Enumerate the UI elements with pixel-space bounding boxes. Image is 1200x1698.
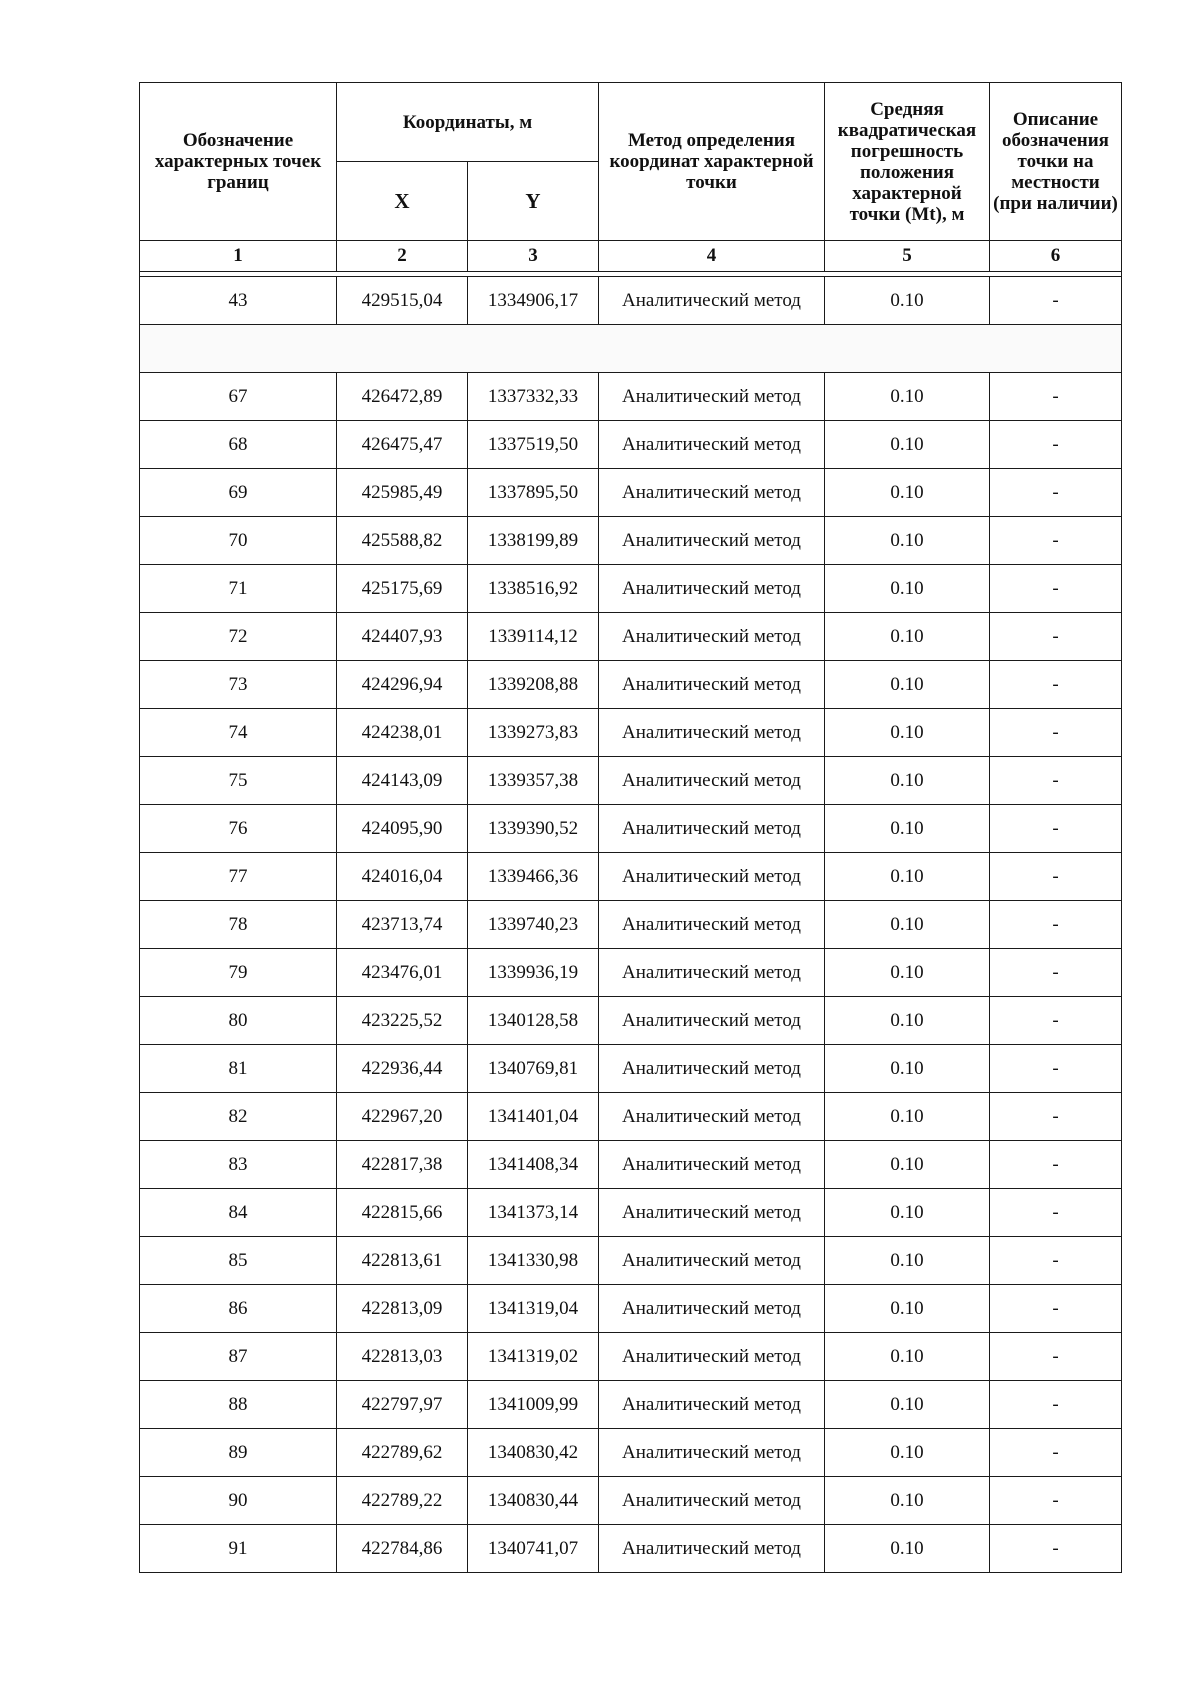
method-cell: Аналитический метод <box>599 277 825 325</box>
method-cell: Аналитический метод <box>599 1333 825 1381</box>
point-cell: 76 <box>140 805 337 853</box>
method-cell: Аналитический метод <box>599 901 825 949</box>
x-cell: 424143,09 <box>337 757 468 805</box>
point-cell: 80 <box>140 997 337 1045</box>
header-coordinates: Координаты, м <box>337 83 599 162</box>
y-cell: 1339208,88 <box>468 661 599 709</box>
column-number: 5 <box>825 241 990 272</box>
y-cell: 1339390,52 <box>468 805 599 853</box>
method-cell: Аналитический метод <box>599 1045 825 1093</box>
point-cell: 69 <box>140 469 337 517</box>
x-cell: 424296,94 <box>337 661 468 709</box>
column-number: 3 <box>468 241 599 272</box>
point-cell: 86 <box>140 1285 337 1333</box>
description-cell: - <box>990 709 1122 757</box>
column-number: 2 <box>337 241 468 272</box>
x-cell: 426475,47 <box>337 421 468 469</box>
description-cell: - <box>990 421 1122 469</box>
blank-row <box>140 325 1122 373</box>
point-cell: 78 <box>140 901 337 949</box>
method-cell: Аналитический метод <box>599 709 825 757</box>
x-cell: 424016,04 <box>337 853 468 901</box>
column-number: 6 <box>990 241 1122 272</box>
method-cell: Аналитический метод <box>599 757 825 805</box>
x-cell: 429515,04 <box>337 277 468 325</box>
description-cell: - <box>990 1045 1122 1093</box>
error-cell: 0.10 <box>825 373 990 421</box>
y-cell: 1341009,99 <box>468 1381 599 1429</box>
description-cell: - <box>990 661 1122 709</box>
y-cell: 1340741,07 <box>468 1525 599 1573</box>
x-cell: 423476,01 <box>337 949 468 997</box>
table-row <box>140 1477 1122 1525</box>
description-cell: - <box>990 1141 1122 1189</box>
table-row <box>140 901 1122 949</box>
method-cell: Аналитический метод <box>599 1141 825 1189</box>
x-cell: 422789,22 <box>337 1477 468 1525</box>
y-cell: 1337895,50 <box>468 469 599 517</box>
x-cell: 423225,52 <box>337 997 468 1045</box>
table-row <box>140 277 1122 325</box>
y-cell: 1337519,50 <box>468 421 599 469</box>
column-numbers-row <box>140 241 1122 272</box>
y-cell: 1341408,34 <box>468 1141 599 1189</box>
table-row <box>140 1189 1122 1237</box>
method-cell: Аналитический метод <box>599 517 825 565</box>
error-cell: 0.10 <box>825 1477 990 1525</box>
y-cell: 1340830,44 <box>468 1477 599 1525</box>
table-row <box>140 997 1122 1045</box>
error-cell: 0.10 <box>825 517 990 565</box>
y-cell: 1341319,02 <box>468 1333 599 1381</box>
description-cell: - <box>990 277 1122 325</box>
table-row <box>140 613 1122 661</box>
x-cell: 426472,89 <box>337 373 468 421</box>
column-number: 1 <box>140 241 337 272</box>
x-cell: 425588,82 <box>337 517 468 565</box>
description-cell: - <box>990 1093 1122 1141</box>
error-cell: 0.10 <box>825 1333 990 1381</box>
header-error: Средняя квадратическая погрешность положения характерной точки (Mt), м <box>825 83 990 241</box>
error-cell: 0.10 <box>825 1381 990 1429</box>
point-cell: 84 <box>140 1189 337 1237</box>
method-cell: Аналитический метод <box>599 373 825 421</box>
error-cell: 0.10 <box>825 661 990 709</box>
table-row <box>140 1381 1122 1429</box>
point-cell: 85 <box>140 1237 337 1285</box>
table-row <box>140 469 1122 517</box>
y-cell: 1334906,17 <box>468 277 599 325</box>
description-cell: - <box>990 613 1122 661</box>
x-cell: 424407,93 <box>337 613 468 661</box>
table-row <box>140 517 1122 565</box>
point-cell: 88 <box>140 1381 337 1429</box>
y-cell: 1338199,89 <box>468 517 599 565</box>
x-cell: 425175,69 <box>337 565 468 613</box>
point-cell: 43 <box>140 277 337 325</box>
x-cell: 422817,38 <box>337 1141 468 1189</box>
method-cell: Аналитический метод <box>599 805 825 853</box>
header-description: Описание обозначения точки на местности (при наличии) <box>990 83 1122 241</box>
x-cell: 422797,97 <box>337 1381 468 1429</box>
table-row <box>140 1525 1122 1573</box>
point-cell: 74 <box>140 709 337 757</box>
error-cell: 0.10 <box>825 949 990 997</box>
x-cell: 424238,01 <box>337 709 468 757</box>
y-cell: 1341330,98 <box>468 1237 599 1285</box>
description-cell: - <box>990 1237 1122 1285</box>
method-cell: Аналитический метод <box>599 1429 825 1477</box>
error-cell: 0.10 <box>825 901 990 949</box>
error-cell: 0.10 <box>825 1237 990 1285</box>
y-cell: 1339740,23 <box>468 901 599 949</box>
y-cell: 1340830,42 <box>468 1429 599 1477</box>
error-cell: 0.10 <box>825 277 990 325</box>
description-cell: - <box>990 901 1122 949</box>
y-cell: 1339273,83 <box>468 709 599 757</box>
column-number: 4 <box>599 241 825 272</box>
x-cell: 424095,90 <box>337 805 468 853</box>
method-cell: Аналитический метод <box>599 1285 825 1333</box>
point-cell: 77 <box>140 853 337 901</box>
y-cell: 1338516,92 <box>468 565 599 613</box>
method-cell: Аналитический метод <box>599 949 825 997</box>
method-cell: Аналитический метод <box>599 1525 825 1573</box>
table-row <box>140 757 1122 805</box>
point-cell: 71 <box>140 565 337 613</box>
error-cell: 0.10 <box>825 1093 990 1141</box>
error-cell: 0.10 <box>825 997 990 1045</box>
table-row <box>140 1285 1122 1333</box>
error-cell: 0.10 <box>825 805 990 853</box>
table-row <box>140 1093 1122 1141</box>
y-cell: 1339114,12 <box>468 613 599 661</box>
error-cell: 0.10 <box>825 1141 990 1189</box>
error-cell: 0.10 <box>825 1189 990 1237</box>
method-cell: Аналитический метод <box>599 661 825 709</box>
point-cell: 67 <box>140 373 337 421</box>
point-cell: 91 <box>140 1525 337 1573</box>
method-cell: Аналитический метод <box>599 1477 825 1525</box>
y-cell: 1339357,38 <box>468 757 599 805</box>
table-row <box>140 1045 1122 1093</box>
point-cell: 68 <box>140 421 337 469</box>
method-cell: Аналитический метод <box>599 853 825 901</box>
point-cell: 79 <box>140 949 337 997</box>
description-cell: - <box>990 1189 1122 1237</box>
table-row <box>140 565 1122 613</box>
x-cell: 422967,20 <box>337 1093 468 1141</box>
x-cell: 425985,49 <box>337 469 468 517</box>
x-cell: 422789,62 <box>337 1429 468 1477</box>
x-cell: 422784,86 <box>337 1525 468 1573</box>
method-cell: Аналитический метод <box>599 1381 825 1429</box>
error-cell: 0.10 <box>825 421 990 469</box>
point-cell: 82 <box>140 1093 337 1141</box>
table-row <box>140 1429 1122 1477</box>
description-cell: - <box>990 1381 1122 1429</box>
method-cell: Аналитический метод <box>599 469 825 517</box>
y-cell: 1339936,19 <box>468 949 599 997</box>
point-cell: 89 <box>140 1429 337 1477</box>
table-row <box>140 661 1122 709</box>
description-cell: - <box>990 517 1122 565</box>
y-cell: 1337332,33 <box>468 373 599 421</box>
error-cell: 0.10 <box>825 1045 990 1093</box>
method-cell: Аналитический метод <box>599 997 825 1045</box>
header-y: Y <box>468 162 599 241</box>
error-cell: 0.10 <box>825 613 990 661</box>
table-row <box>140 853 1122 901</box>
table-row <box>140 421 1122 469</box>
x-cell: 422936,44 <box>337 1045 468 1093</box>
method-cell: Аналитический метод <box>599 1189 825 1237</box>
description-cell: - <box>990 469 1122 517</box>
error-cell: 0.10 <box>825 1285 990 1333</box>
table-row <box>140 1237 1122 1285</box>
y-cell: 1340769,81 <box>468 1045 599 1093</box>
point-cell: 87 <box>140 1333 337 1381</box>
table-row <box>140 373 1122 421</box>
table-header <box>140 83 1122 272</box>
x-cell: 422813,09 <box>337 1285 468 1333</box>
method-cell: Аналитический метод <box>599 421 825 469</box>
x-cell: 422813,61 <box>337 1237 468 1285</box>
description-cell: - <box>990 757 1122 805</box>
point-cell: 83 <box>140 1141 337 1189</box>
y-cell: 1341373,14 <box>468 1189 599 1237</box>
description-cell: - <box>990 805 1122 853</box>
x-cell: 422815,66 <box>337 1189 468 1237</box>
header-x: X <box>337 162 468 241</box>
description-cell: - <box>990 949 1122 997</box>
description-cell: - <box>990 1525 1122 1573</box>
description-cell: - <box>990 565 1122 613</box>
point-cell: 72 <box>140 613 337 661</box>
table-row <box>140 1333 1122 1381</box>
method-cell: Аналитический метод <box>599 565 825 613</box>
y-cell: 1341401,04 <box>468 1093 599 1141</box>
table-row <box>140 1141 1122 1189</box>
point-cell: 90 <box>140 1477 337 1525</box>
description-cell: - <box>990 1429 1122 1477</box>
description-cell: - <box>990 997 1122 1045</box>
x-cell: 423713,74 <box>337 901 468 949</box>
point-cell: 75 <box>140 757 337 805</box>
description-cell: - <box>990 853 1122 901</box>
error-cell: 0.10 <box>825 709 990 757</box>
table-row <box>140 709 1122 757</box>
table-row <box>140 949 1122 997</box>
table-row <box>140 805 1122 853</box>
description-cell: - <box>990 373 1122 421</box>
method-cell: Аналитический метод <box>599 1093 825 1141</box>
table-body <box>140 272 1122 1573</box>
error-cell: 0.10 <box>825 469 990 517</box>
description-cell: - <box>990 1477 1122 1525</box>
y-cell: 1340128,58 <box>468 997 599 1045</box>
method-cell: Аналитический метод <box>599 1237 825 1285</box>
error-cell: 0.10 <box>825 565 990 613</box>
point-cell: 73 <box>140 661 337 709</box>
description-cell: - <box>990 1285 1122 1333</box>
description-cell: - <box>990 1333 1122 1381</box>
x-cell: 422813,03 <box>337 1333 468 1381</box>
error-cell: 0.10 <box>825 853 990 901</box>
error-cell: 0.10 <box>825 757 990 805</box>
header-method: Метод определения координат характерной точки <box>599 83 825 241</box>
header-point-designation: Обозначение характерных точек границ <box>140 83 337 241</box>
point-cell: 81 <box>140 1045 337 1093</box>
error-cell: 0.10 <box>825 1525 990 1573</box>
y-cell: 1339466,36 <box>468 853 599 901</box>
y-cell: 1341319,04 <box>468 1285 599 1333</box>
point-cell: 70 <box>140 517 337 565</box>
method-cell: Аналитический метод <box>599 613 825 661</box>
error-cell: 0.10 <box>825 1429 990 1477</box>
coordinates-table <box>139 82 1122 1573</box>
